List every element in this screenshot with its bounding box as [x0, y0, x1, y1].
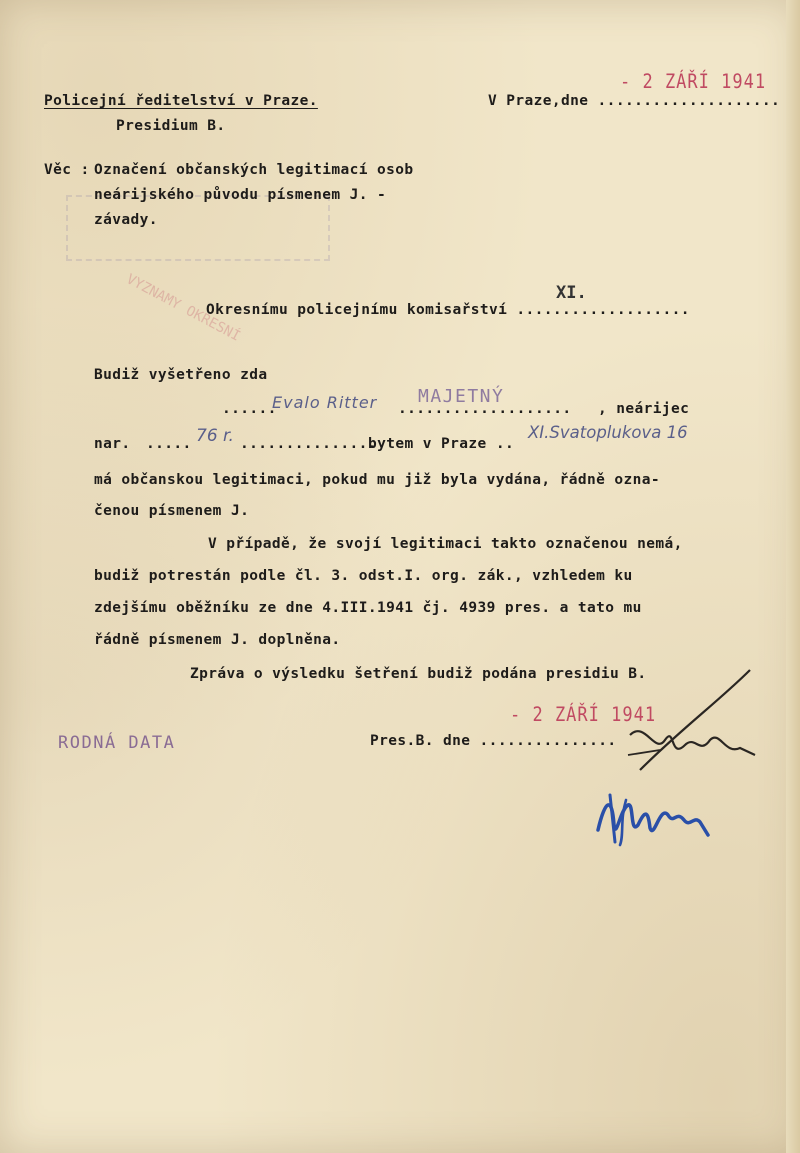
birth-dots-right: ............... — [240, 436, 377, 452]
show-through-stamp: VYZNAMY OKRESNÍ — [123, 271, 243, 345]
department-name: Presidium B. — [116, 118, 226, 134]
place-date-label: V Praze,dne .................... — [488, 93, 781, 109]
paper-edge — [786, 0, 800, 1153]
para2-line-2: budiž potrestán podle čl. 3. odst.I. org. zák., vzhledem ku — [94, 568, 633, 584]
birth-dots-left: ..... — [146, 436, 192, 452]
handwritten-initials-signature — [600, 660, 770, 780]
name-dots-left: ...... — [222, 401, 277, 417]
name-suffix: , neárijec — [598, 401, 690, 417]
body-line-3: má občanskou legitimaci, pokud mu již byla vydána, řádně ozna- — [94, 472, 661, 488]
name-dots-right: ................... — [398, 401, 572, 417]
para3-line: Zpráva o výsledku šetření budiž podána presidiu B. — [190, 666, 647, 682]
pres-date-label: Pres.B. dne ............... — [370, 733, 617, 749]
address-handwritten: XI.Svatoplukova 16 — [528, 423, 688, 442]
show-through-mark — [66, 195, 330, 261]
para2-line-4: řádně písmenem J. doplněna. — [94, 632, 341, 648]
majetny-stamp: MAJETNÝ — [418, 386, 505, 407]
subject-line-2: neárijského původu písmenem J. - — [94, 187, 387, 203]
blue-signature — [590, 780, 730, 860]
subject-label: Věc : — [44, 162, 90, 178]
birth-label: nar. — [94, 436, 131, 452]
subject-line-3: závady. — [94, 212, 158, 228]
rodna-data-stamp: RODNÁ DATA — [58, 733, 176, 753]
addressee-line: Okresnímu policejnímu komisařství ................... — [206, 302, 690, 318]
birth-year-handwritten: 76 r. — [196, 426, 234, 446]
person-name-handwritten: Evalo Ritter — [272, 393, 378, 412]
body-intro: Budiž vyšetřeno zda — [94, 367, 268, 383]
subject-line-1: Označení občanských legitimací osob — [94, 162, 414, 178]
date-stamp-top: - 2 ZÁŘÍ 1941 — [620, 70, 767, 94]
date-stamp-bottom: - 2 ZÁŘÍ 1941 — [510, 703, 657, 727]
district-number: XI. — [556, 283, 587, 303]
institution-name: Policejní ředitelství v Praze. — [44, 93, 318, 109]
residence-label: bytem v Praze .. — [368, 436, 515, 452]
para2-line-1: V případě, že svojí legitimaci takto označenou nemá, — [208, 536, 683, 552]
para2-line-3: zdejšímu oběžníku ze dne 4.III.1941 čj. 4939 pres. a tato mu — [94, 600, 642, 616]
body-line-4: čenou písmenem J. — [94, 503, 250, 519]
